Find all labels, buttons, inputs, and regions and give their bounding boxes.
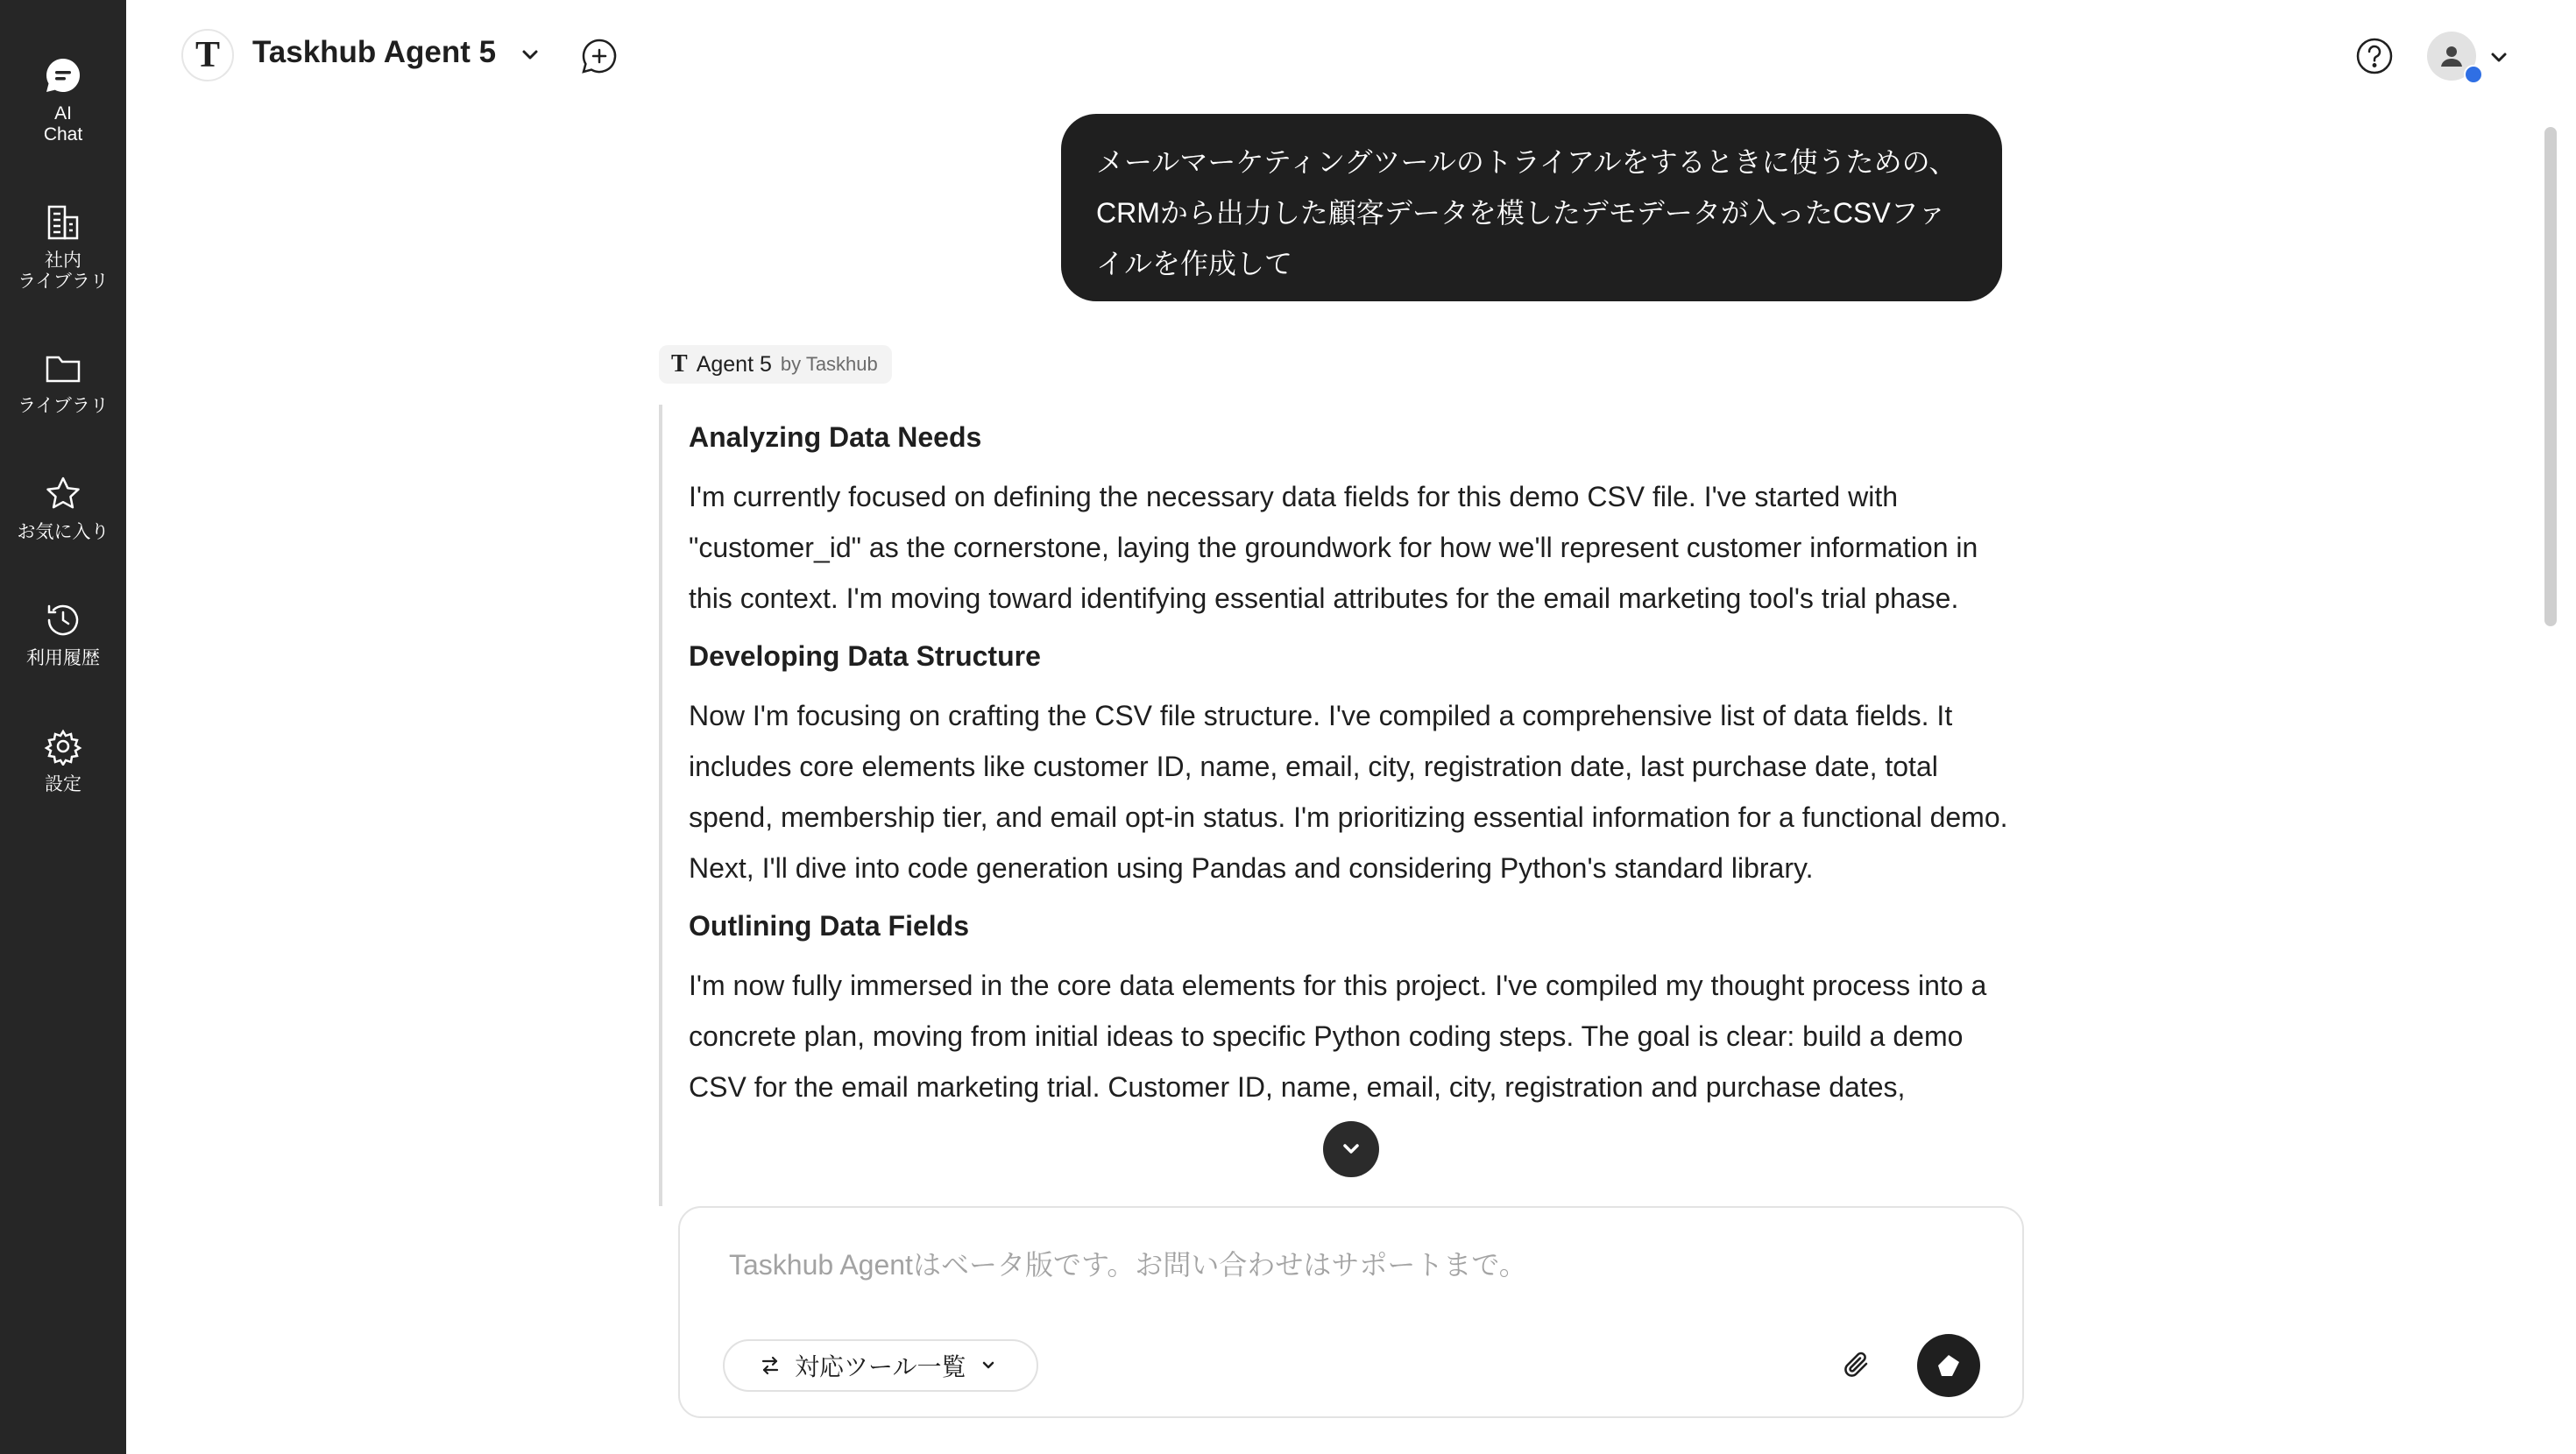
sidebar-item-ai-chat[interactable] (0, 56, 126, 145)
chevron-down-icon (1339, 1137, 1363, 1161)
chevron-down-icon[interactable] (2488, 47, 2509, 68)
thinking-body: I'm currently focused on defining the necessary data fields for this demo CSV file. I've started with "customer_id" as the cornerstone, laying the groundwork for how we'll represent customer information in this context. I'm moving toward identifying essential attributes for the email marketing tool's trial phase. (689, 481, 1978, 614)
agent-title[interactable]: Taskhub Agent 5 (252, 35, 497, 69)
star-icon (44, 475, 82, 513)
scroll-to-bottom-button[interactable] (1323, 1121, 1379, 1177)
agent-tag (659, 345, 892, 384)
new-chat-icon[interactable] (580, 37, 619, 75)
message-input[interactable] (729, 1243, 1956, 1287)
sidebar-item-label: 利用履歴 (26, 648, 100, 668)
chevron-down-icon (980, 1357, 997, 1374)
agent-name: Agent 5 (696, 351, 772, 377)
sidebar-item-label: 設定 (45, 774, 81, 794)
message-composer (678, 1206, 2024, 1418)
agent-logo: T (181, 29, 234, 81)
thinking-body: I'm now fully immersed in the core data elements for this project. I've compiled my thought process into a concrete plan, moving from initial ideas to specific Python coding steps. The goal is clear: build a demo CSV for the email marketing trial. Customer ID, name, email, city, registration and purchase dates, (689, 970, 1987, 1103)
help-icon[interactable] (2355, 37, 2394, 75)
sidebar-item-company-library[interactable] (0, 203, 126, 293)
agent-thinking (659, 405, 2008, 1206)
thinking-heading: Developing Data Structure (689, 640, 1041, 672)
paperclip-icon[interactable] (1840, 1348, 1875, 1383)
user-icon (2438, 42, 2466, 70)
sidebar-item-label: AI Chat (43, 103, 83, 145)
send-button[interactable] (1917, 1334, 1980, 1397)
sidebar-item-label: ライブラリ (18, 396, 109, 416)
scrollbar[interactable] (2544, 127, 2557, 626)
sidebar-item-favorites[interactable] (0, 475, 126, 543)
thinking-body: Now I'm focusing on crafting the CSV file structure. I've compiled a comprehensive list of data fields. It includes core elements like customer ID, name, email, city, registration date, last purchase date, total spend, membership tier, and email opt-in status. I'm prioritizing essential information for a functional demo. Next, I'll dive into code generation using Pandas and considering Python's standard library. (689, 700, 2008, 884)
sidebar-item-library[interactable] (0, 349, 126, 417)
sidebar-item-label: お気に入り (17, 522, 110, 542)
sidebar (0, 0, 126, 1454)
swap-icon (760, 1355, 781, 1376)
gear-icon (44, 727, 82, 766)
send-icon (1933, 1350, 1964, 1381)
thinking-heading: Analyzing Data Needs (689, 421, 982, 453)
tools-list-label: 対応ツール一覧 (795, 1353, 966, 1380)
sidebar-item-settings[interactable] (0, 727, 126, 795)
user-message: メールマーケティングツールのトライアルをするときに使うための、CRMから出力した顧客データを模したデモデータが入ったCSVファイルを作成して (1061, 114, 2002, 301)
agent-logo-icon: T (671, 350, 688, 378)
chat-bubble-icon (44, 56, 82, 95)
history-icon (44, 601, 82, 639)
chevron-down-icon[interactable] (519, 44, 541, 67)
sidebar-item-history[interactable] (0, 601, 126, 669)
folder-icon (44, 349, 82, 387)
thinking-heading: Outlining Data Fields (689, 910, 970, 942)
agent-by: by Taskhub (780, 353, 878, 375)
tools-list-button[interactable] (723, 1339, 1038, 1392)
building-icon (44, 203, 82, 242)
sidebar-item-label: 社内 ライブラリ (18, 251, 109, 292)
settings-badge-icon (2464, 65, 2483, 84)
